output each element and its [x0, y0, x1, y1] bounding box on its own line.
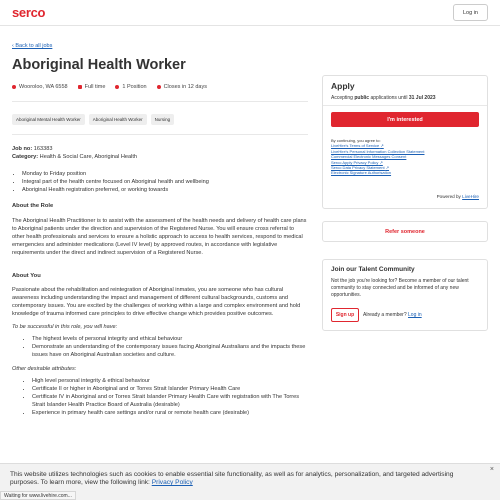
- job-meta: [12, 84, 207, 90]
- list-item: • Demonstrate an understanding of the contemporary issues facing Aboriginal Australians and the impacts these issues have on Aboriginal Australian societies and culture.: [32, 343, 308, 359]
- list-item: • The highest levels of personal integrity and ethical behaviour: [32, 335, 308, 343]
- privacy-policy-text: Serco Apply Privacy Policy: [331, 159, 379, 165]
- divider: [12, 134, 308, 135]
- im-interested-button[interactable]: I'm interested: [331, 112, 479, 127]
- location-text: Wooroloo, WA 6558: [19, 84, 68, 90]
- electronic-messages-consent-link[interactable]: Commercial Electronic Messages Consent: [331, 154, 407, 160]
- agreement-links: [331, 138, 481, 176]
- login-button[interactable]: Log in: [453, 4, 488, 21]
- talent-community-text: Not the job you're looking for? Become a member of our talent community to stay connected and be informed of any new opportunities.: [331, 278, 469, 298]
- list-item: • Integral part of the health centre focused on Aboriginal health and wellbeing: [22, 178, 308, 186]
- location-pin-icon: [12, 85, 16, 89]
- list-item: • High level personal integrity & ethical behaviour: [32, 377, 308, 385]
- refer-card: [322, 221, 488, 242]
- external-link-icon: ↗: [380, 143, 384, 149]
- apply-sub-mid: applications until: [369, 95, 409, 101]
- powered-prefix: Powered by: [436, 194, 463, 199]
- cookie-text: [10, 471, 480, 487]
- list-item: • Monday to Friday position: [22, 170, 308, 178]
- talent-community-card: [322, 259, 488, 331]
- highlights-list: [12, 170, 308, 194]
- clock-icon: [157, 85, 161, 89]
- sign-up-button[interactable]: Sign up: [331, 308, 359, 322]
- about-role-text: The Aboriginal Health Practitioner is to assist with the assessment of the health needs and delivery of health care plans to Aboriginal patients under the direction and supervision of the Registered Nurse. You will ensure cross referral to other health professionals and services to ensure a holistic approach to access to health services, respond to medical emergencies and administer medications (Level IV level) by approved routes, in accordance with legislative requirements under the direct and indirect supervision of a Registered Nurse.: [12, 218, 307, 256]
- list-item: • Certificate IV in Aboriginal and or Torres Strait Islander Primary Health Care with registration with The Torres Strait Islander Health Practice Board of Australia (desirable): [32, 393, 308, 409]
- external-link-icon: ↗: [385, 165, 390, 171]
- briefcase-icon: [78, 85, 82, 89]
- list-item: • Certificate II or higher in Aboriginal and or Torres Strait Islander Primary Health Care: [32, 385, 308, 393]
- talent-community-title: Join our Talent Community: [331, 266, 415, 273]
- tag[interactable]: Aboriginal Health Worker: [89, 114, 147, 125]
- apply-card: [322, 75, 488, 209]
- job-title: Aboriginal Health Worker: [12, 57, 186, 73]
- refer-someone-button[interactable]: Refer someone: [385, 228, 425, 235]
- agree-intro: By continuing, you agree to:: [331, 138, 381, 143]
- positions-meta: [115, 84, 146, 90]
- closes-text: Closes in 12 days: [163, 84, 207, 90]
- already-member: [363, 312, 422, 318]
- category-value: Health & Social Care, Aboriginal Health: [39, 154, 137, 160]
- job-type-text: Full time: [84, 84, 106, 90]
- list-item: • Aboriginal Health registration preferred, or working towards: [22, 186, 308, 194]
- already-member-text: Already a member?: [363, 312, 409, 318]
- job-number: [12, 145, 308, 153]
- job-number-value: 163383: [33, 146, 53, 152]
- desirable-list: [12, 377, 308, 417]
- apply-deadline: [331, 95, 436, 101]
- location-meta: [12, 84, 68, 90]
- tag-list: [12, 114, 174, 125]
- cookie-privacy-policy-link[interactable]: Privacy Policy: [151, 479, 193, 486]
- data-privacy-statement-text: Serco Data Privacy Statement: [331, 165, 385, 171]
- electronic-signature-link[interactable]: Electronic Signature Authorisation: [331, 170, 392, 176]
- tag[interactable]: Aboriginal Mental Health Worker: [12, 114, 85, 125]
- type-meta: [78, 84, 106, 90]
- job-description: [12, 145, 308, 417]
- powered-by: [437, 194, 479, 199]
- success-list: [12, 335, 308, 359]
- closes-meta: [157, 84, 207, 90]
- external-link-icon: ↗: [379, 159, 383, 165]
- apply-title: Apply: [331, 81, 355, 91]
- top-navbar: [0, 0, 500, 26]
- apply-sub-prefix: Accepting: [331, 95, 355, 101]
- talent-login-link[interactable]: Log in: [408, 312, 422, 318]
- tag[interactable]: Nursing: [151, 114, 175, 125]
- serco-logo[interactable]: serco: [12, 5, 46, 20]
- person-icon: [115, 85, 119, 89]
- success-intro: To be successful in this role, you will have:: [12, 324, 118, 330]
- cookie-message: This website utilizes technologies such as cookies to enable essential site functionality, as well as for analytics, personalization, and targeted advertising purposes. To learn more, view the following link:: [10, 471, 454, 486]
- list-item: • Experience in primary health care settings and/or rural or remote health care (desirable): [32, 409, 308, 417]
- divider: [323, 105, 487, 106]
- divider: [12, 101, 308, 102]
- close-icon[interactable]: ×: [489, 466, 494, 473]
- job-category: [12, 153, 308, 161]
- positions-text: 1 Position: [122, 84, 147, 90]
- about-you-text: Passionate about the rehabilitation and reintegration of Aboriginal inmates, you are someone who has cultural awareness including understanding the impact and management of different cultural backgrounds, customs and contemporary issues. You are excited by the challenges of working within a large and complex environment and hold knowledge of trauma informed care principles to drive effective change which provides positive outcomes.: [12, 287, 301, 317]
- livehire-link[interactable]: LiveHire: [462, 194, 479, 199]
- apply-sub-public: public: [354, 95, 370, 101]
- browser-status-bar: Waiting for www.livehire.com...: [0, 491, 76, 500]
- desirable-intro: Other desirable attributes:: [12, 366, 77, 372]
- apply-sub-date: 31 Jul 2023: [408, 95, 436, 101]
- collection-statement-link[interactable]: LiveHire's Personal Information Collection Statement: [331, 148, 425, 154]
- about-role-heading: About the Role: [12, 203, 54, 209]
- terms-of-service-text: LiveHire's Terms of Service: [331, 143, 380, 149]
- category-label: Category:: [12, 154, 39, 160]
- back-to-jobs-link[interactable]: ‹ Back to all jobs: [12, 43, 53, 49]
- job-number-label: Job no:: [12, 146, 33, 152]
- about-you-heading: About You: [12, 273, 41, 279]
